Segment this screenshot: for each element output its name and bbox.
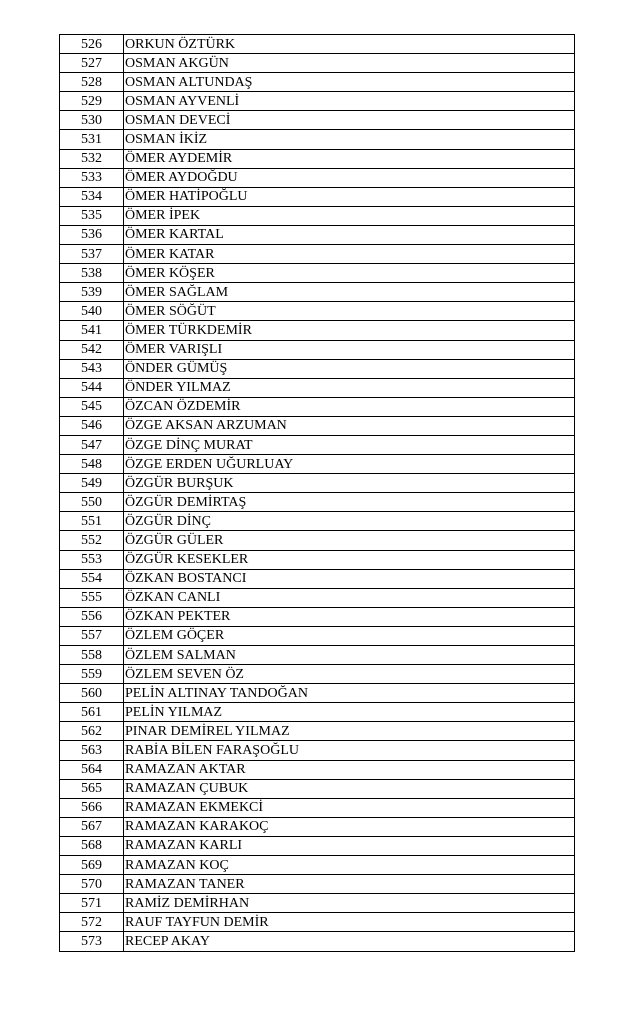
row-number-cell: 545 — [60, 397, 124, 416]
row-number-cell: 564 — [60, 760, 124, 779]
row-number-cell: 539 — [60, 283, 124, 302]
table-row — [60, 932, 575, 951]
table-row — [60, 149, 575, 168]
person-name-cell: RAMAZAN KOÇ — [124, 856, 575, 875]
table-row — [60, 703, 575, 722]
table-row — [60, 894, 575, 913]
person-name-cell: ORKUN ÖZTÜRK — [124, 35, 575, 54]
table-row — [60, 569, 575, 588]
row-number-cell: 535 — [60, 206, 124, 225]
person-name-cell: ÖMER AYDEMİR — [124, 149, 575, 168]
row-number-cell: 555 — [60, 588, 124, 607]
row-number-cell: 565 — [60, 779, 124, 798]
row-number-cell: 529 — [60, 92, 124, 111]
row-number-cell: 531 — [60, 130, 124, 149]
row-number-cell: 551 — [60, 512, 124, 531]
person-name-cell: ÖZGE DİNÇ MURAT — [124, 435, 575, 454]
row-number-cell: 537 — [60, 245, 124, 264]
person-name-cell: ÖZGÜR DEMİRTAŞ — [124, 493, 575, 512]
table-row — [60, 92, 575, 111]
row-number-cell: 557 — [60, 626, 124, 645]
person-name-cell: RAMİZ DEMİRHAN — [124, 894, 575, 913]
table-row — [60, 378, 575, 397]
person-name-cell: RECEP AKAY — [124, 932, 575, 951]
person-name-cell: RABİA BİLEN FARAŞOĞLU — [124, 741, 575, 760]
row-number-cell: 532 — [60, 149, 124, 168]
person-name-cell: ÖZLEM GÖÇER — [124, 626, 575, 645]
row-number-cell: 572 — [60, 913, 124, 932]
table-row — [60, 722, 575, 741]
table-row — [60, 397, 575, 416]
table-row — [60, 321, 575, 340]
person-name-cell: ÖZGÜR GÜLER — [124, 531, 575, 550]
table-row — [60, 607, 575, 626]
table-row — [60, 760, 575, 779]
person-name-cell: ÖMER SAĞLAM — [124, 283, 575, 302]
person-name-cell: RAMAZAN KARLI — [124, 836, 575, 855]
person-name-cell: ÖZKAN PEKTER — [124, 607, 575, 626]
table-row — [60, 435, 575, 454]
row-number-cell: 554 — [60, 569, 124, 588]
row-number-cell: 562 — [60, 722, 124, 741]
table-row — [60, 35, 575, 54]
row-number-cell: 544 — [60, 378, 124, 397]
row-number-cell: 571 — [60, 894, 124, 913]
row-number-cell: 566 — [60, 798, 124, 817]
row-number-cell: 528 — [60, 73, 124, 92]
person-name-cell: OSMAN İKİZ — [124, 130, 575, 149]
person-name-cell: RAMAZAN ÇUBUK — [124, 779, 575, 798]
person-name-cell: ÖMER KARTAL — [124, 225, 575, 244]
table-row — [60, 168, 575, 187]
table-row — [60, 779, 575, 798]
person-name-cell: OSMAN AKGÜN — [124, 54, 575, 73]
person-name-cell: OSMAN DEVECİ — [124, 111, 575, 130]
table-row — [60, 836, 575, 855]
table-row — [60, 130, 575, 149]
table-row — [60, 416, 575, 435]
row-number-cell: 547 — [60, 435, 124, 454]
person-name-cell: ÖMER KATAR — [124, 245, 575, 264]
person-name-cell: ÖNDER YILMAZ — [124, 378, 575, 397]
table-row — [60, 550, 575, 569]
row-number-cell: 569 — [60, 856, 124, 875]
roster-body — [60, 35, 575, 952]
row-number-cell: 556 — [60, 607, 124, 626]
name-roster-table — [59, 34, 575, 952]
person-name-cell: ÖZGE AKSAN ARZUMAN — [124, 416, 575, 435]
table-row — [60, 626, 575, 645]
person-name-cell: OSMAN ALTUNDAŞ — [124, 73, 575, 92]
row-number-cell: 540 — [60, 302, 124, 321]
table-row — [60, 646, 575, 665]
row-number-cell: 573 — [60, 932, 124, 951]
table-row — [60, 531, 575, 550]
table-row — [60, 455, 575, 474]
person-name-cell: RAMAZAN AKTAR — [124, 760, 575, 779]
row-number-cell: 560 — [60, 684, 124, 703]
person-name-cell: PINAR DEMİREL YILMAZ — [124, 722, 575, 741]
person-name-cell: ÖZKAN BOSTANCI — [124, 569, 575, 588]
table-row — [60, 111, 575, 130]
person-name-cell: ÖZLEM SEVEN ÖZ — [124, 665, 575, 684]
person-name-cell: ÖMER TÜRKDEMİR — [124, 321, 575, 340]
table-row — [60, 225, 575, 244]
table-row — [60, 798, 575, 817]
table-row — [60, 665, 575, 684]
table-row — [60, 493, 575, 512]
row-number-cell: 526 — [60, 35, 124, 54]
person-name-cell: ÖZCAN ÖZDEMİR — [124, 397, 575, 416]
table-row — [60, 302, 575, 321]
table-row — [60, 206, 575, 225]
person-name-cell: OSMAN AYVENLİ — [124, 92, 575, 111]
person-name-cell: RAUF TAYFUN DEMİR — [124, 913, 575, 932]
person-name-cell: ÖZGÜR KESEKLER — [124, 550, 575, 569]
table-row — [60, 474, 575, 493]
row-number-cell: 542 — [60, 340, 124, 359]
row-number-cell: 570 — [60, 875, 124, 894]
table-row — [60, 512, 575, 531]
row-number-cell: 549 — [60, 474, 124, 493]
person-name-cell: ÖMER KÖŞER — [124, 264, 575, 283]
person-name-cell: ÖZKAN CANLI — [124, 588, 575, 607]
table-row — [60, 187, 575, 206]
row-number-cell: 533 — [60, 168, 124, 187]
row-number-cell: 543 — [60, 359, 124, 378]
table-row — [60, 54, 575, 73]
person-name-cell: ÖMER AYDOĞDU — [124, 168, 575, 187]
person-name-cell: ÖZGE ERDEN UĞURLUAY — [124, 455, 575, 474]
table-row — [60, 875, 575, 894]
table-row — [60, 741, 575, 760]
table-row — [60, 283, 575, 302]
row-number-cell: 561 — [60, 703, 124, 722]
person-name-cell: ÖMER SÖĞÜT — [124, 302, 575, 321]
table-row — [60, 684, 575, 703]
row-number-cell: 567 — [60, 817, 124, 836]
table-row — [60, 913, 575, 932]
person-name-cell: ÖZGÜR BURŞUK — [124, 474, 575, 493]
table-row — [60, 817, 575, 836]
row-number-cell: 536 — [60, 225, 124, 244]
table-row — [60, 359, 575, 378]
person-name-cell: RAMAZAN KARAKOÇ — [124, 817, 575, 836]
person-name-cell: RAMAZAN EKMEKCİ — [124, 798, 575, 817]
row-number-cell: 552 — [60, 531, 124, 550]
person-name-cell: ÖMER VARIŞLI — [124, 340, 575, 359]
row-number-cell: 563 — [60, 741, 124, 760]
row-number-cell: 541 — [60, 321, 124, 340]
row-number-cell: 530 — [60, 111, 124, 130]
person-name-cell: ÖMER HATİPOĞLU — [124, 187, 575, 206]
table-row — [60, 245, 575, 264]
row-number-cell: 559 — [60, 665, 124, 684]
person-name-cell: RAMAZAN TANER — [124, 875, 575, 894]
table-row — [60, 340, 575, 359]
row-number-cell: 527 — [60, 54, 124, 73]
person-name-cell: ÖMER İPEK — [124, 206, 575, 225]
row-number-cell: 534 — [60, 187, 124, 206]
person-name-cell: ÖZGÜR DİNÇ — [124, 512, 575, 531]
row-number-cell: 546 — [60, 416, 124, 435]
person-name-cell: ÖZLEM SALMAN — [124, 646, 575, 665]
row-number-cell: 550 — [60, 493, 124, 512]
row-number-cell: 553 — [60, 550, 124, 569]
row-number-cell: 568 — [60, 836, 124, 855]
table-row — [60, 588, 575, 607]
table-row — [60, 856, 575, 875]
row-number-cell: 558 — [60, 646, 124, 665]
row-number-cell: 548 — [60, 455, 124, 474]
person-name-cell: ÖNDER GÜMÜŞ — [124, 359, 575, 378]
person-name-cell: PELİN ALTINAY TANDOĞAN — [124, 684, 575, 703]
table-row — [60, 73, 575, 92]
row-number-cell: 538 — [60, 264, 124, 283]
table-row — [60, 264, 575, 283]
person-name-cell: PELİN YILMAZ — [124, 703, 575, 722]
